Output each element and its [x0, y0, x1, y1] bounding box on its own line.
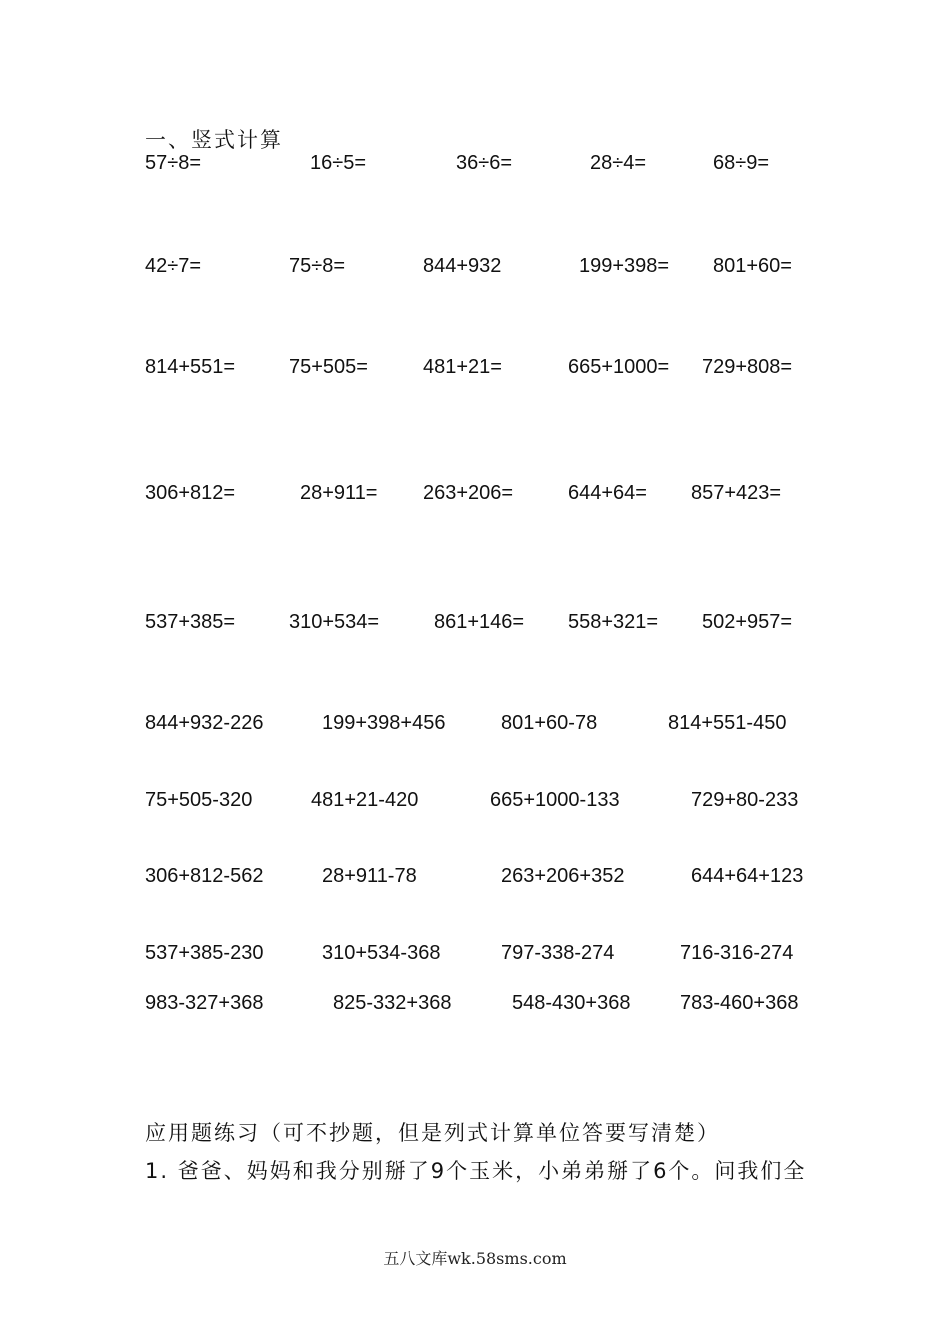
calc-item: 502+957= [702, 611, 793, 633]
mixed-calc-row [0, 992, 950, 1022]
calc-item: 28÷4= [590, 152, 647, 174]
calc-item: 857+423= [691, 482, 782, 504]
calc-item: 75÷8= [289, 255, 346, 277]
calc-item: 665+1000= [568, 356, 670, 378]
calc-item: 861+146= [434, 611, 525, 633]
mixed-calc-item: 28+911-78 [322, 865, 417, 887]
mixed-calc-item: 548-430+368 [512, 992, 631, 1014]
mixed-calc-item: 481+21-420 [311, 789, 419, 811]
calc-item: 36÷6= [456, 152, 513, 174]
calc-item: 801+60= [713, 255, 792, 277]
section-title-vertical-calculation: 一、竖式计算 [145, 128, 283, 152]
calc-row [0, 152, 950, 182]
mixed-calc-item: 825-332+368 [333, 992, 452, 1014]
mixed-calc-item: 801+60-78 [501, 712, 598, 734]
mixed-calc-row [0, 942, 950, 972]
calc-item: 28+911= [300, 482, 378, 504]
calc-item: 558+321= [568, 611, 659, 633]
calc-item: 42÷7= [145, 255, 202, 277]
calc-item: 68÷9= [713, 152, 770, 174]
mixed-calc-item: 716-316-274 [680, 942, 794, 964]
mixed-calc-row [0, 712, 950, 742]
mixed-calc-item: 199+398+456 [322, 712, 446, 734]
mixed-calc-item: 797-338-274 [501, 942, 615, 964]
mixed-calc-item: 310+534-368 [322, 942, 441, 964]
mixed-calc-row [0, 789, 950, 819]
footer-watermark: 五八文库wk.58sms.com [383, 1249, 567, 1268]
calc-row [0, 611, 950, 641]
mixed-calc-item: 983-327+368 [145, 992, 264, 1014]
calc-item: 75+505= [289, 356, 368, 378]
calc-row [0, 356, 950, 386]
calc-item: 729+808= [702, 356, 793, 378]
calc-item: 306+812= [145, 482, 236, 504]
calc-item: 310+534= [289, 611, 380, 633]
mixed-calc-item: 665+1000-133 [490, 789, 620, 811]
calc-item: 814+551= [145, 356, 236, 378]
calc-row [0, 255, 950, 285]
calc-item: 481+21= [423, 356, 502, 378]
calc-item: 644+64= [568, 482, 647, 504]
calc-item: 16÷5= [310, 152, 367, 174]
mixed-calc-item: 844+932-226 [145, 712, 264, 734]
mixed-calc-item: 729+80-233 [691, 789, 799, 811]
mixed-calc-item: 75+505-320 [145, 789, 253, 811]
mixed-calc-row [0, 865, 950, 895]
mixed-calc-item: 644+64+123 [691, 865, 804, 887]
calc-item: 57÷8= [145, 152, 202, 174]
mixed-calc-item: 814+551-450 [668, 712, 787, 734]
section-title-word-problems: 应用题练习（可不抄题，但是列式计算单位答要写清楚） [145, 1121, 720, 1145]
mixed-calc-item: 263+206+352 [501, 865, 625, 887]
mixed-calc-item: 783-460+368 [680, 992, 799, 1014]
mixed-calc-item: 306+812-562 [145, 865, 264, 887]
calc-item: 537+385= [145, 611, 236, 633]
word-problem-1: 1. 爸爸、妈妈和我分别掰了9个玉米，小弟弟掰了6个。问我们全 [145, 1159, 807, 1183]
calc-row [0, 482, 950, 512]
calc-item: 844+932 [423, 255, 502, 277]
mixed-calc-item: 537+385-230 [145, 942, 264, 964]
calc-item: 199+398= [579, 255, 670, 277]
calc-item: 263+206= [423, 482, 514, 504]
